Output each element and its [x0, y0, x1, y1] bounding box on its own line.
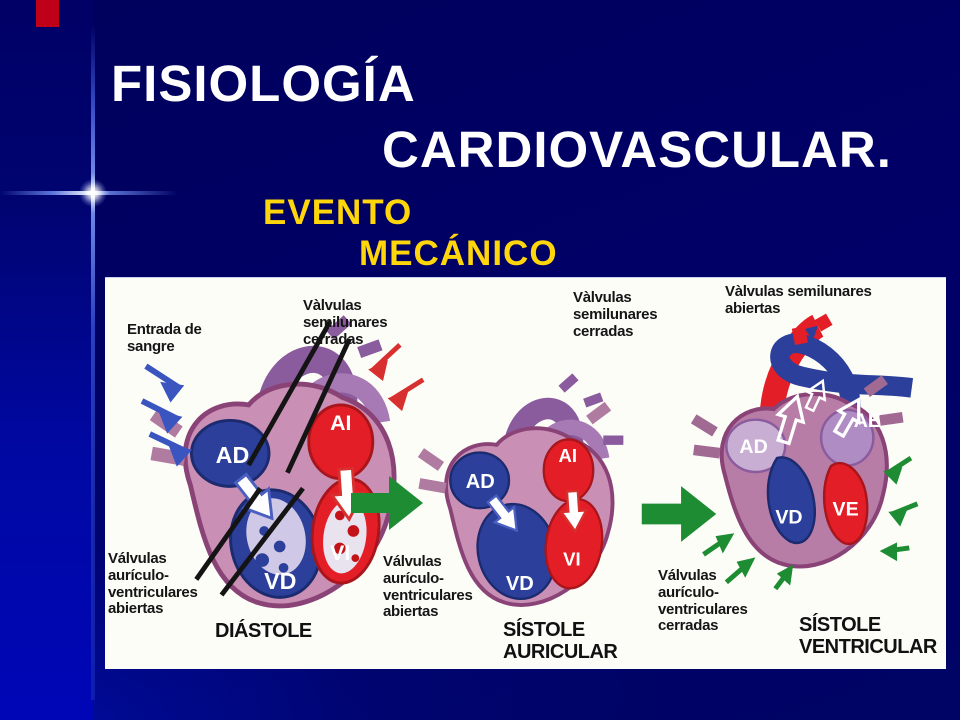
slide-subtitle-line1: EVENTO [263, 193, 413, 232]
caption-sistole-ventricular: SÍSTOLE VENTRICULAR [799, 614, 937, 658]
heart-illustration-sistole-ventricular [679, 294, 924, 614]
left-gradient-column [0, 0, 93, 720]
sparkle-vertical-beam [91, 24, 95, 700]
label-semilunar-p3: Vàlvulas semilunares abiertas [725, 283, 872, 317]
slide-title-line1: FISIOLOGÍA [111, 55, 416, 112]
chamber-label-lv: VI [563, 548, 581, 570]
chamber-label-lv: VI [330, 541, 351, 566]
label-semilunar-p1: Vàlvulas semilunares cerradas [303, 297, 388, 348]
chamber-label-rv: VD [775, 506, 803, 529]
chamber-label-lv: VE [832, 498, 859, 521]
label-av-p1: Válvulas aurículo-ventriculares abiertas [108, 550, 198, 618]
slide-title-line2: CARDIOVASCULAR. [382, 121, 892, 178]
chamber-label-rv: VD [505, 573, 534, 596]
chamber-label-ra: AD [739, 436, 768, 459]
sparkle-icon [79, 179, 107, 207]
red-accent-bar [36, 0, 59, 27]
label-inflow-p1: Entrada de sangre [127, 321, 202, 355]
caption-diastole: DIÁSTOLE [215, 620, 312, 642]
chamber-label-la: AI [558, 444, 577, 466]
label-av-p2: Válvulas aurículo-ventriculares abiertas [383, 553, 473, 621]
chamber-label-ra: AD [215, 442, 250, 469]
label-semilunar-p2: Vàlvulas semilunares cerradas [573, 289, 658, 340]
blood-inflow-arrows-blue [142, 366, 187, 461]
label-av-p3: Válvulas aurículo-ventriculares cerradas [658, 567, 748, 635]
heart-diagram-plate [105, 277, 946, 669]
caption-sistole-auricular: SÍSTOLE AURICULAR [503, 619, 618, 663]
chamber-label-la: AE [853, 410, 882, 433]
chamber-label-rv: VD [264, 568, 297, 595]
chamber-label-la: AI [330, 411, 352, 436]
chamber-label-ra: AD [465, 471, 495, 494]
slide-subtitle-line2: MECÁNICO [359, 234, 558, 273]
